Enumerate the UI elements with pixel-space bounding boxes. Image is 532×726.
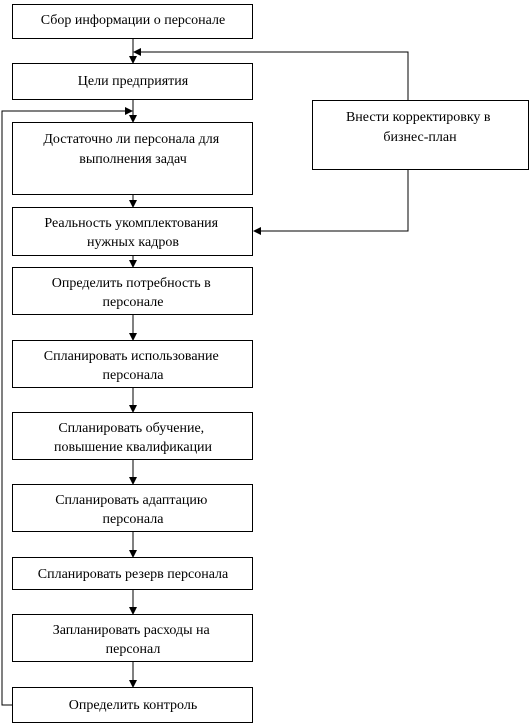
step-10-label: Запланировать расходы на персонал (52, 623, 210, 657)
step-8 (13, 485, 253, 532)
step-7-label: Спланировать обучение, повышение квалификации (53, 421, 213, 455)
step-3-label: Достаточно ли персонала для выполнения задач (43, 132, 220, 167)
step-1 (13, 5, 253, 39)
step-7 (13, 413, 253, 460)
step-6 (13, 341, 253, 388)
step-8-label: Спланировать адаптацию персонала (55, 493, 208, 527)
step-5-label: Определить потребность в персонале (51, 276, 211, 310)
step-4 (13, 208, 253, 256)
step-1-label: Сбор информации о персонале (40, 13, 226, 28)
step-2-label: Цели предприятия (77, 74, 189, 89)
step-11-label: Определить контроль (68, 698, 198, 713)
step-9-label: Спланировать резерв персонала (37, 567, 229, 582)
correction-box-label: Внести корректировку в бизнес-план (345, 110, 491, 145)
step-5 (13, 268, 253, 315)
step-3 (13, 123, 253, 195)
step-10 (13, 615, 253, 662)
step-4-label: Реальность укомплектования нужных кадров (44, 216, 219, 250)
step-6-label: Спланировать использование персонала (43, 349, 219, 383)
step-2 (13, 64, 253, 100)
correction-to-staffing-arrow (254, 170, 408, 231)
step-9 (13, 558, 253, 590)
step-11 (13, 688, 253, 723)
correction-box (313, 101, 529, 170)
